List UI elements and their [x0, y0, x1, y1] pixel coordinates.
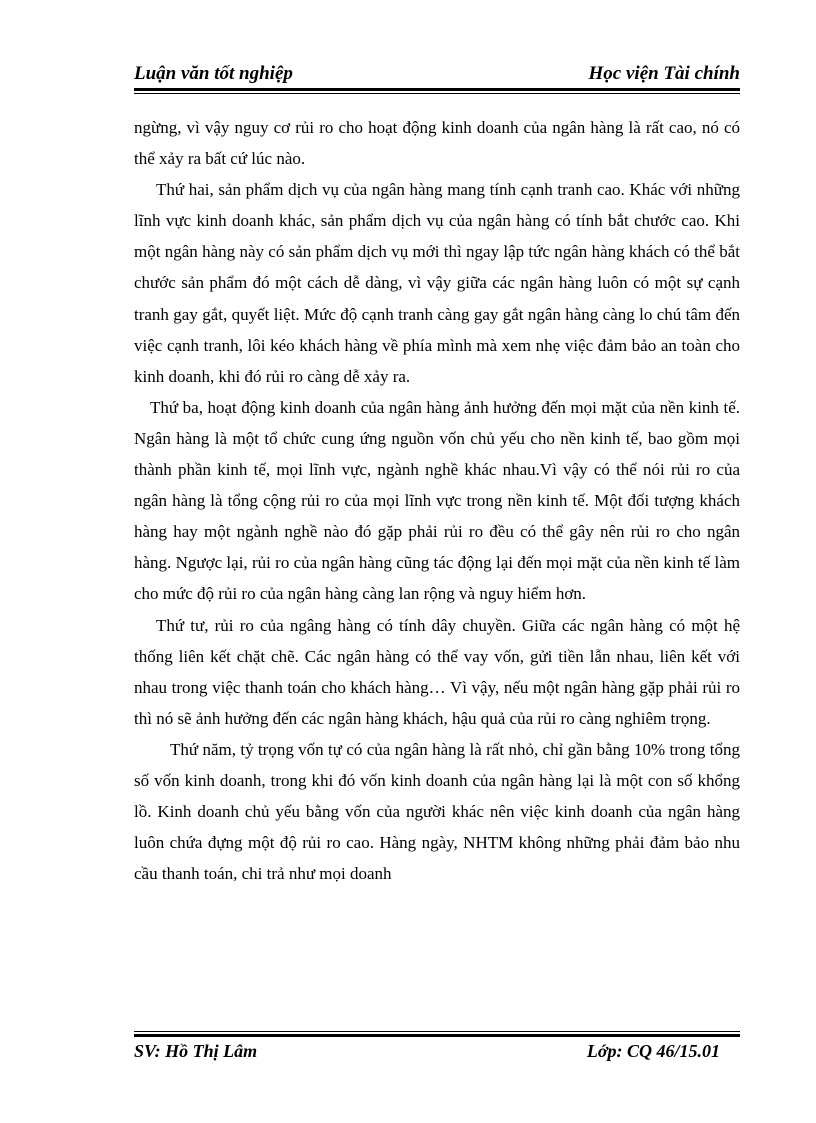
paragraph: Thứ ba, hoạt động kinh doanh của ngân hàng ảnh hưởng đến mọi mặt của nền kinh tế. Ngân hàng là một tổ chức cung ứng nguồn vốn chủ yếu cho nền kinh tế, bao gồm mọi thành phần kinh tế, mọi lĩnh vực, ngành nghề khác nhau.Vì vậy có thể nói rủi ro của ngân hàng là tổng cộng rủi ro của mọi lĩnh vực trong nền kinh tế. Một đối tượng khách hàng hay một ngành nghề nào đó gặp phải rủi ro đều có thể gây nên rủi ro cho ngân hàng. Ngược lại, rủi ro của ngân hàng cũng tác động lại đến mọi mặt của nền kinh tế làm cho mức độ rủi ro của ngân hàng càng lan rộng và nguy hiểm hơn.: [134, 397, 740, 604]
page-header: [134, 62, 740, 86]
footer-rule-thin: [134, 1031, 740, 1032]
footer-class-code: Lớp: CQ 46/15.01: [586, 1041, 720, 1061]
paragraph: Thứ hai, sản phẩm dịch vụ của ngân hàng mang tính cạnh tranh cao. Khác với những lĩnh vực kinh doanh khác, sản phẩm dịch vụ của ngân hàng có tính bắt chước cao. Khi một ngân hàng này có sản phẩm dịch vụ mới thì ngay lập tức ngân hàng khách có thể bắt chước sản phẩm đó một cách dễ dàng, vì vậy giữa các ngân hàng luôn có một sự cạnh tranh gay gắt, quyết liệt. Mức độ cạnh tranh càng gay gắt ngân hàng càng lo chú tâm đến việc cạnh tranh, lôi kéo khách hàng về phía mình mà xem nhẹ việc đảm bảo an toàn cho kinh doanh, khi đó rủi ro càng dễ xảy ra.: [134, 180, 740, 386]
footer-student-name: SV: Hồ Thị Lâm: [134, 1041, 258, 1061]
paragraph: Thứ năm, tỷ trọng vốn tự có của ngân hàng là rất nhỏ, chỉ gần bằng 10% trong tổng số vốn kinh doanh, trong khi đó vốn kinh doanh của ngân hàng lại là một con số khổng lồ. Kinh doanh chủ yếu bằng vốn của người khác nên việc kinh doanh của ngân hàng luôn chứa đựng một độ rủi ro cao. Hàng ngày, NHTM không những phải đảm bảo nhu cầu thanh toán, chi trả như mọi doanh: [134, 739, 740, 884]
paragraph: ngừng, vì vậy nguy cơ rủi ro cho hoạt động kinh doanh của ngân hàng là rất cao, nó có thể xảy ra bất cứ lúc nào.: [134, 118, 740, 169]
header-rule-thin: [134, 93, 740, 94]
paragraph: Thứ tư, rủi ro của ngâng hàng có tính dây chuyền. Giữa các ngân hàng có một hệ thống liên kết chặt chẽ. Các ngân hàng có thể vay vốn, gửi tiền lẫn nhau, liên kết với nhau trong việc thanh toán cho khách hàng… Vì vậy, nếu một ngân hàng gặp phải rủi ro thì nó sẽ ảnh hưởng đến các ngân hàng khách, hậu quả của rủi ro càng nghiêm trọng.: [134, 615, 740, 728]
page-footer: [134, 1039, 740, 1063]
header-institution: Học viện Tài chính: [588, 63, 740, 84]
footer-rule-thick: [134, 1034, 740, 1037]
body-text: [134, 112, 740, 889]
header-thesis-title: Luận văn tốt nghiệp: [134, 63, 293, 84]
header-rule-thick: [134, 88, 740, 91]
